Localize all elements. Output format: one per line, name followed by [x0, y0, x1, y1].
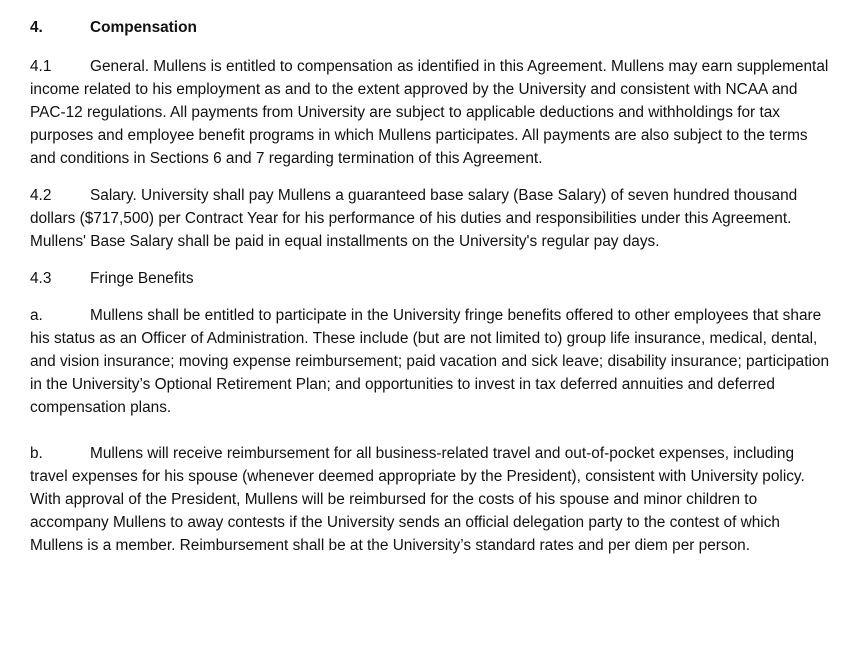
fringe-item-a: [30, 304, 830, 419]
fringe-benefits-heading: [30, 267, 830, 290]
item-text: Mullens will receive reimbursement for all business-related travel and out-of-pocket expenses, including travel expenses for his spouse (whenever deemed appropriate by the President), consistent with University policy. With approval of the President, Mullens will be reimbursed for the costs of his spouse and minor children to accompany Mullens to away contests if the University sends an official delegation party to the contest of which Mullens is a member. Reimbursement shall be at the University’s standard rates and per diem per person.: [30, 445, 805, 554]
paragraph-4-1: [30, 55, 830, 170]
paragraph-text: Salary. University shall pay Mullens a guaranteed base salary (Base Salary) of seven hundred thousand dollars ($717,500) per Contract Year for his performance of his duties and responsibilities under this Agreement. Mullens' Base Salary shall be paid in equal installments on the University's regular pay days.: [30, 187, 798, 250]
section-number: 4.: [30, 19, 43, 36]
fringe-item-b: [30, 442, 830, 557]
paragraph-number: 4.2: [30, 187, 52, 204]
paragraph-text: General. Mullens is entitled to compensation as identified in this Agreement. Mullens may earn supplemental income related to his employment as and to the extent approved by the University and consistent with NCAA and PAC-12 regulations. All payments from University are subject to applicable deductions and withholdings for tax purposes and employee benefit programs in which Mullens participates. All payments are also subject to the terms and conditions in Sections 6 and 7 regarding termination of this Agreement.: [30, 58, 829, 167]
subsection-number: 4.3: [30, 270, 52, 287]
paragraph-number: 4.1: [30, 58, 52, 75]
item-letter: a.: [30, 307, 43, 324]
section-title: Compensation: [90, 19, 197, 36]
item-text: Mullens shall be entitled to participate in the University fringe benefits offered to other employees that share his status as an Officer of Administration. These include (but are not limited to) group life insurance, medical, dental, and vision insurance; moving expense reimbursement; paid vacation and sick leave; disability insurance; participation in the University’s Optional Retirement Plan; and opportunities to invest in tax deferred annuities and deferred compensation plans.: [30, 307, 830, 416]
subsection-title: Fringe Benefits: [90, 270, 194, 287]
item-letter: b.: [30, 445, 43, 462]
paragraph-4-2: [30, 184, 830, 253]
section-heading: [30, 16, 830, 39]
document-page: [30, 16, 830, 580]
